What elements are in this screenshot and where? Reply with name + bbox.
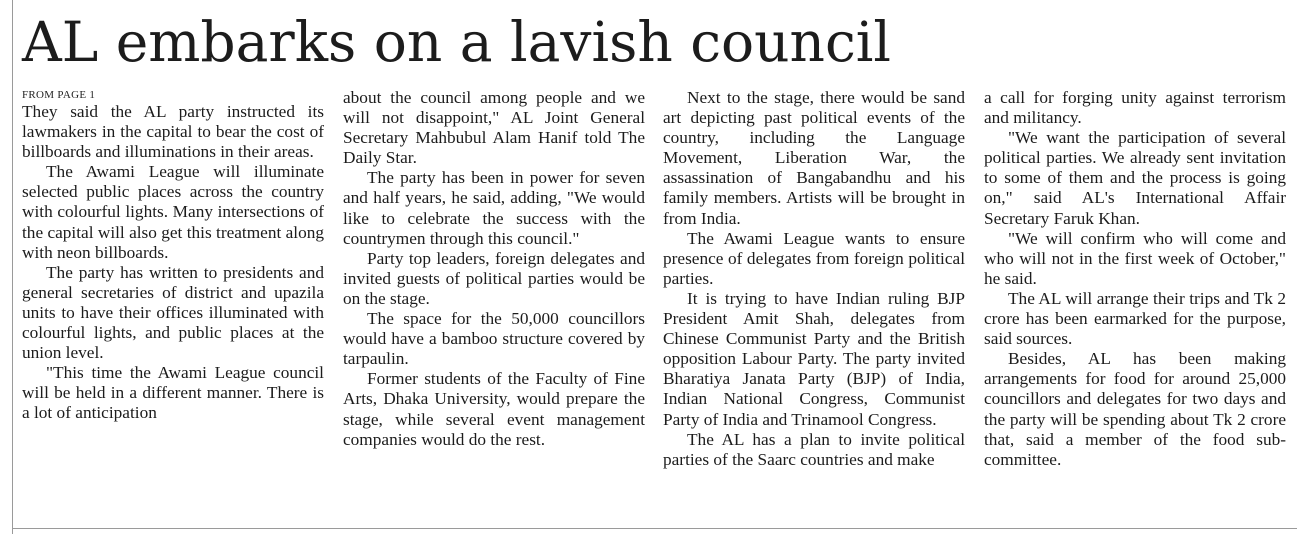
paragraph: Former students of the Faculty of Fine Arts, Dhaka University, would prepare the stage, while several event management companies would do the rest. — [343, 369, 645, 449]
paragraph: The AL has a plan to invite political parties of the Saarc countries and make — [663, 429, 965, 469]
bottom-rule — [12, 528, 1297, 529]
paragraph: Besides, AL has been making arrangements for food for around 25,000 councillors and delegates for two days and the party will be spending about Tk 2 crore that, said a member of the food sub-committee. — [984, 349, 1286, 469]
paragraph: The party has written to presidents and general secretaries of district and upazila units to have their offices illuminated with colourful lights, and public places at the union level. — [22, 262, 324, 363]
article-column-2 — [343, 88, 645, 450]
paragraph: The Awami League will illuminate selected public places across the country with colourful lights. Many intersections of the capital will also get this treatment along with neon billboards. — [22, 162, 324, 262]
paragraph: The party has been in power for seven and half years, he said, adding, "We would like to celebrate the success with the countrymen through this council." — [343, 168, 645, 248]
paragraph: Party top leaders, foreign delegates and invited guests of political parties would be on the stage. — [343, 248, 645, 308]
headline: AL embarks on a lavish council — [22, 10, 891, 74]
paragraph: "We will confirm who will come and who will not in the first week of October," he said. — [984, 228, 1286, 288]
paragraph: They said the AL party instructed its lawmakers in the capital to bear the cost of billboards and illuminations in their areas. — [22, 102, 324, 162]
left-rule — [12, 0, 13, 534]
article-column-4 — [984, 88, 1286, 470]
paragraph: about the council among people and we will not disappoint," AL Joint General Secretary Mahbubul Alam Hanif told The Daily Star. — [343, 88, 645, 168]
paragraph: The space for the 50,000 councillors would have a bamboo structure covered by tarpaulin. — [343, 309, 645, 369]
continued-from-label: FROM PAGE 1 — [22, 89, 96, 101]
paragraph: The Awami League wants to ensure presence of delegates from foreign political parties. — [663, 228, 965, 288]
article-column-3 — [663, 88, 965, 470]
paragraph: Next to the stage, there would be sand art depicting past political events of the country, including the Language Movement, Liberation War, the assassination of Bangabandhu and his family members. Artists will be brought in from India. — [663, 88, 965, 228]
paragraph: "We want the participation of several political parties. We already sent invitation to some of them and the process is going on," said AL's International Affair Secretary Faruk Khan. — [984, 128, 1286, 228]
paragraph: "This time the Awami League council will be held in a different manner. There is a lot of anticipation — [22, 363, 324, 423]
paragraph: a call for forging unity against terrorism and militancy. — [984, 88, 1286, 128]
article-column-1 — [22, 88, 324, 424]
paragraph: It is trying to have Indian ruling BJP President Amit Shah, delegates from Chinese Communist Party and the British opposition Labour Party. The party invited Bharatiya Janata Party (BJP) of India, Indian National Congress, Communist Party of India and Trinamool Congress. — [663, 288, 965, 429]
paragraph: The AL will arrange their trips and Tk 2 crore has been earmarked for the purpose, said sources. — [984, 288, 1286, 349]
